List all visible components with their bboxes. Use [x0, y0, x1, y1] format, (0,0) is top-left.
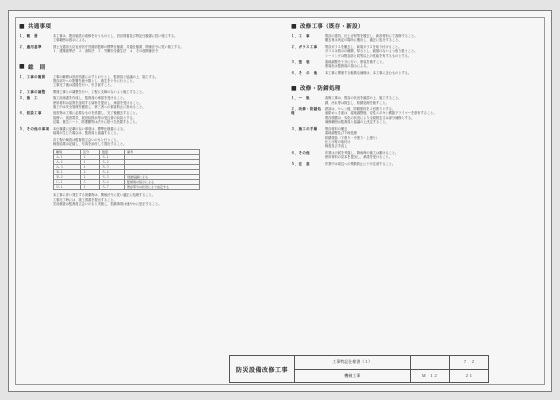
spec-line: 既存ガラスを撤去し、新規ガラスを取り付けること。 [325, 44, 402, 49]
spec-table-cell: Ａ-１ [54, 155, 81, 160]
spec-item-text [53, 45, 269, 54]
section-heading-text: 改修・防錆処理 [299, 86, 341, 93]
spec-item-text [53, 96, 269, 109]
spec-line: １．建築基準法 ２．消防法 ３．労働安全衛生法 ４．その他関係法令 [53, 49, 159, 54]
spec-table-row [54, 185, 200, 190]
spec-line: 本工事に伴い発生する廃棄物は、関係法令に従い適正に処理すること。 [53, 193, 155, 198]
section-gap [291, 168, 543, 172]
spec-line: 完成検査は監督員立会いのもと実施し、指摘事項は速やかに是正すること。 [53, 202, 162, 207]
spec-item [19, 90, 269, 94]
spec-line: 作業は天候を考慮し、降雨時の施工は避けること。 [325, 150, 399, 155]
spec-line: 仮囲い、仮設電気、仮設給排水等は受注者の負担とする。 [53, 115, 136, 120]
spec-line: 改修工事は、既存の状況を確認の上、施工すること。 [325, 96, 402, 101]
spec-table-cell: Ｄ-１ [54, 185, 81, 190]
spec-item-text [325, 60, 543, 69]
spec-line: 錆、汚れ等は除去し、防錆処理を施すこと。 [325, 100, 389, 105]
section-heading [291, 84, 543, 92]
spec-line: 本工事に関連する軽微な補修は、本工事に含むものとする。 [325, 70, 412, 75]
spec-item-label: ４．その他 [291, 150, 310, 155]
spec-table-cell: Ｓ-５ [100, 175, 125, 180]
spec-item-label: ２．ガラス工事 [291, 44, 318, 49]
spec-item-label: ４．そ の 他 [291, 70, 318, 75]
spec-table-cell: Ｓ-２ [100, 160, 125, 165]
spec-table-cell: Ｓ-６ [100, 180, 125, 185]
spec-item-text [53, 75, 269, 88]
spec-table-cell: 備考 [125, 150, 200, 155]
spec-line: 既存塗膜は、劣化の状況により全面除去又は部分補修とする。 [325, 115, 415, 120]
spec-table-cell: Ｂ-１ [54, 170, 81, 175]
spec-line: 関連工事との調整を行い、工程に支障のないよう施工すること。 [53, 89, 146, 94]
spec-line: 検査結果は記録し、写真を添付して提出すること。 [53, 141, 127, 146]
spec-table-cell: Ｓ-１ [100, 155, 125, 160]
spec-line: 各工程の検査は監督員立会いのもと行うこと。 [53, 137, 120, 142]
spec-line: 本仕様書に記載のない事項は、標準仕様書による。 [53, 126, 127, 131]
spec-line: 工事範囲は図示による。 [53, 38, 89, 43]
spec-item-text [325, 45, 543, 58]
spec-line: 国土交通省大臣官房官庁営繕部監修の標準仕様書、共通仕様書、関係法令に従い施工する。 [53, 44, 184, 49]
right-column [291, 19, 543, 172]
spec-table-cell: １ [81, 185, 100, 190]
spec-table-cell: Ｓ-３ [100, 165, 125, 170]
spec-table-cell: １ [81, 155, 100, 160]
title-block [229, 355, 489, 383]
spec-item [19, 45, 269, 54]
spec-table-cell: １ [81, 160, 100, 165]
drawing-number: Ｍ １２ [411, 370, 450, 383]
spec-table-cell: 数量 [100, 150, 125, 155]
spec-item-label: ５．注 意 [291, 161, 310, 166]
spec-line: 鉄部は、ケレン後、防錆塗料を２回塗りとする。 [325, 107, 395, 112]
spec-item-text [325, 96, 543, 105]
section-heading [291, 22, 543, 30]
spec-line: 足場、養生シート、防護棚等は法令に基づき設置すること。 [53, 120, 139, 125]
spec-line: 防錆塗装（下塗り・中塗り・上塗り） [325, 135, 380, 140]
spec-table-cell: Ｃ-１ [54, 180, 81, 185]
section-heading-text: 共通事項 [27, 24, 52, 30]
spec-table-cell: ２ [81, 170, 100, 175]
spec-item-label: ３．施 工 [19, 96, 38, 101]
section-heading [19, 63, 269, 71]
spec-item-text [325, 107, 543, 125]
section-marker: ■ [291, 22, 297, 30]
spec-item-text [53, 34, 269, 43]
spec-line: 仕上げ材の取付け [325, 139, 351, 144]
spec-item [19, 34, 269, 43]
discipline-label: 機械工事 [295, 370, 411, 383]
section-heading-text: 総 則 [27, 64, 46, 71]
spec-item-label: ２．改修・防錆処理 [291, 107, 322, 116]
spec-item-label: １．工事の範囲 [19, 74, 46, 79]
spec-item-text [325, 71, 543, 75]
spec-table-cell: 既存部分の状況により決定する [125, 185, 200, 190]
spec-line: 工事完了時には、竣工図書を提出すること。 [53, 197, 117, 202]
section-gap [19, 209, 269, 213]
spec-item-label: １．概 要 [19, 34, 38, 38]
drawing-sheet [8, 10, 552, 392]
spec-item-text [325, 151, 543, 160]
drawing-date: ２１ [464, 372, 473, 378]
spec-table-cell: Ｂ-２ [54, 175, 81, 180]
spec-line: 素地調整及び下地処理 [325, 131, 357, 136]
spec-line: 既存の建具、仕上げ材等を撤去し、新設材料にて改修すること。 [325, 34, 418, 38]
spec-item [291, 60, 543, 69]
spec-table-cell: Ａ-３ [54, 165, 81, 170]
spec-line: 使用材料は品質を証明する資料を提出し、承諾を受けること。 [53, 100, 143, 105]
spec-line: 工事の範囲は設計図書に示すとおりとし、監督員と協議の上、施工する。 [53, 74, 159, 79]
spec-line: 撤去材は所定の場所に搬出し、適正に処分すること。 [325, 38, 402, 43]
spec-item [291, 151, 543, 160]
spec-item [19, 127, 269, 136]
spec-line: 工事完了後は清掃を行い、引き渡すこと。 [53, 83, 114, 88]
spec-item [291, 127, 543, 149]
spec-line: 塗装色は監督員の指示による。 [325, 64, 370, 69]
spec-item [291, 162, 543, 166]
spec-item [19, 75, 269, 88]
spec-line: 補修範囲は監督員と協議の上決定すること。 [325, 120, 389, 125]
spec-item [291, 107, 543, 125]
spec-line: 本工事は、既存施設の改修を行うものとし、設計図書及び特記仕様書に従い施工する。 [53, 34, 178, 38]
left-column [19, 19, 269, 213]
spec-item-text [53, 127, 269, 136]
spec-item-label [19, 138, 53, 147]
spec-item-text [53, 111, 269, 124]
spec-line: 施工中は安全管理を徹底し、第三者への被害防止に努めること。 [53, 105, 146, 110]
spec-item [291, 45, 543, 58]
spec-table-cell: 監督員の指示による [125, 180, 200, 185]
spec-line: 仮設物は工事に必要なものを設置し、完了後撤去すること。 [53, 111, 140, 116]
spec-item-label: ４．仮設工事 [19, 111, 42, 116]
spec-item-label: ３．塗 装 [291, 60, 310, 65]
spec-table-cell: Ａ-２ [54, 160, 81, 165]
project-name: 防災設備改修工事 [230, 356, 295, 382]
section-heading [19, 22, 269, 30]
spec-line: ガラスは図示の種類、厚さとし、破損のないよう取り扱うこと。 [325, 49, 418, 54]
spec-footer-label [19, 193, 53, 206]
spec-table-cell: ２ [81, 175, 100, 180]
spec-item-label: ３．施工の手順 [291, 126, 318, 131]
spec-item-label: １．一 般 [291, 96, 310, 101]
spec-line: 既存材料の撤去 [325, 126, 348, 131]
section-marker: ■ [291, 84, 297, 92]
section-marker: ■ [19, 63, 25, 71]
spec-item-text [325, 162, 543, 166]
section-heading-text: 改修工事（既存・新設） [299, 24, 364, 30]
spec-table-cell: ３ [81, 180, 100, 185]
spec-item-text [53, 138, 269, 147]
spec-item-label: ５．その他の事項 [19, 126, 50, 131]
spec-item [291, 34, 543, 43]
spec-table-cell: Ｓ-４ [100, 170, 125, 175]
spec-line: 使用材料の見本を提出し、承諾を受けること。 [325, 155, 392, 160]
spec-item-label: ２．工事の調整 [19, 89, 46, 94]
spec-item [19, 111, 269, 124]
spec-table-cell: １ [81, 165, 100, 170]
spec-line: 素地調整を十分に行い、塗装を施すこと。 [325, 60, 386, 65]
spec-item-label: ２．適用基準 [19, 44, 42, 49]
spec-footer [19, 193, 269, 206]
spec-line: 既存部分への影響を最小限とし、養生を十分に行うこと。 [53, 79, 136, 84]
spec-footer-text [53, 193, 269, 206]
spec-line: シーリングは既存部と同等以上の性能を有するものとする。 [325, 53, 411, 58]
spec-table-cell: 別途協議による [125, 175, 200, 180]
spec-item-text [325, 34, 543, 43]
document-title: 工事特記仕様書（１） [295, 356, 411, 369]
spec-item [19, 138, 269, 147]
spec-table-cell: 種別 [54, 150, 81, 155]
scale-cell [411, 356, 450, 369]
spec-item [291, 71, 543, 75]
spec-table-cell: 区分 [81, 150, 100, 155]
section-marker: ■ [19, 22, 25, 30]
section-gap [291, 77, 543, 81]
section-gap [19, 56, 269, 60]
spec-item-text [325, 127, 543, 149]
spec-table-cell: Ｓ-７ [100, 185, 125, 190]
spec-table [53, 149, 200, 190]
spec-item-text [53, 90, 269, 94]
spec-line: 疑義が生じた場合は、監督員と協議すること。 [53, 131, 120, 136]
spec-line: 検査及び手直し [325, 144, 348, 149]
spec-item-label: １．工 事 [291, 34, 310, 38]
spec-line: 施工計画書を作成し、監督員の承諾を受けること。 [53, 96, 127, 101]
spec-line: 亜鉛めっき面は、素地調整後、変性エポキシ樹脂プライマーを塗布すること。 [325, 111, 437, 116]
sheet-number: ７ ２ [462, 359, 475, 365]
spec-item [291, 96, 543, 105]
spec-item [19, 96, 269, 109]
spec-line: 作業中は周辺への飛散防止に十分注意すること。 [325, 161, 396, 166]
